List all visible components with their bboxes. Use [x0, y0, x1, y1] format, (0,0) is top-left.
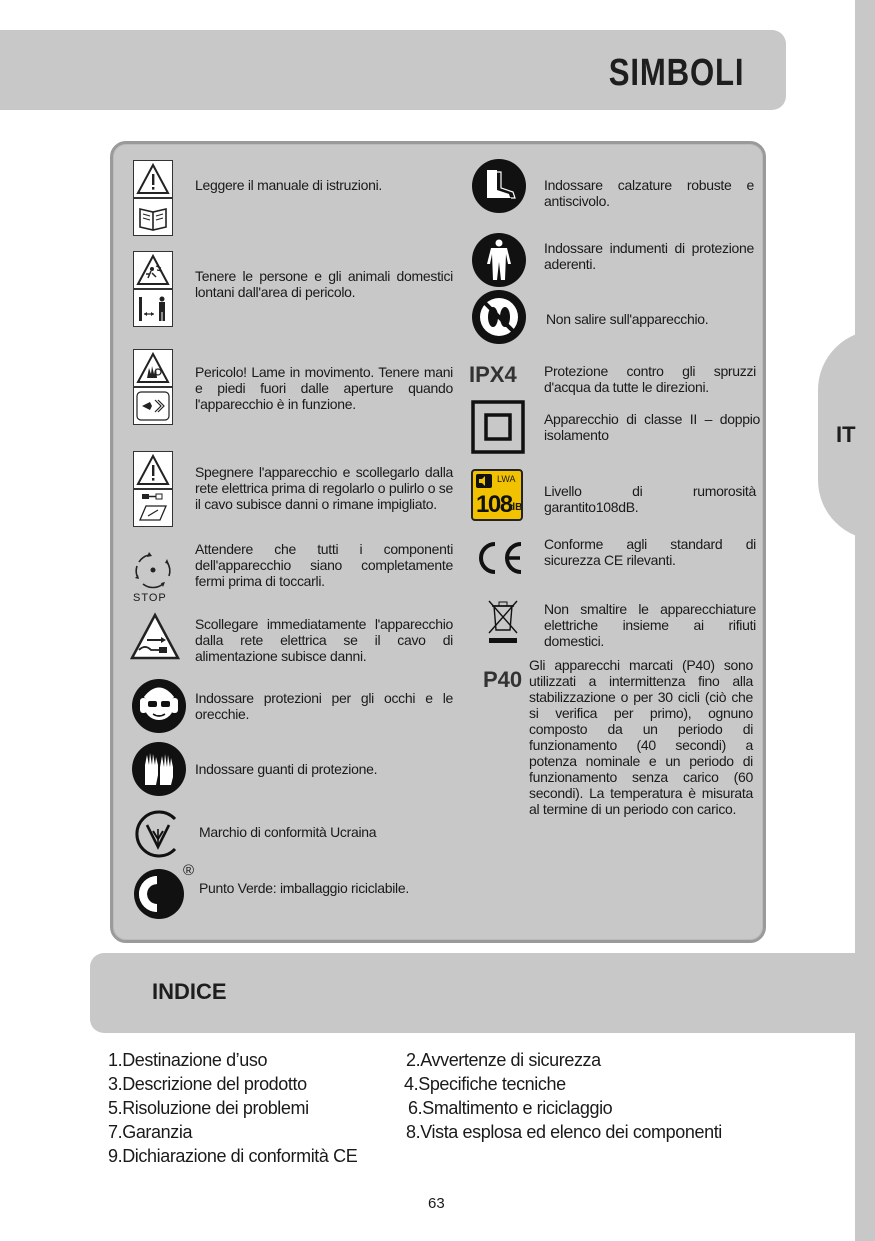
- plug-manual-icon: [133, 489, 173, 527]
- wait-stop-symbol: [129, 548, 177, 606]
- symbol-text-damaged-cable: Scollegare immediatamente l'apparecchio dalla rete elettrica se il cavo di alimentazione subisce danni.: [195, 616, 453, 664]
- protective-clothing-symbol: [471, 232, 527, 288]
- symbol-text-wait-stop: Attendere che tutti i componenti dell'apparecchio siano completamente fermi prima di toccarli.: [195, 541, 453, 589]
- toc-item-2: 2.Avvertenze di sicurezza: [406, 1050, 601, 1070]
- safety-boots-icon: [471, 158, 527, 214]
- symbol-text-p40: Gli apparecchi marcati (P40) sono utilizzati a intermittenza fino alla stabilizzazione o per 30 cicli (ciò che si verifica per primo), ognuno composto da un periodo di funzionamento (40 secondi) a potenza nominale e un periodo di funzionamento senza carico (60 secondi). La temperatura è misurata al termine di un periodo con carico.: [529, 657, 753, 817]
- toc-item-9: 9.Dichiarazione di conformità CE: [108, 1146, 358, 1166]
- page-number: 63: [428, 1195, 445, 1212]
- distance-person-icon: [133, 289, 173, 327]
- no-step-symbol: [471, 289, 527, 345]
- toc-item-8: 8.Vista esplosa ed elenco dei componenti: [406, 1122, 722, 1142]
- stop-icon-label: STOP: [133, 592, 167, 604]
- hand-blade-warning-icon: [133, 349, 173, 387]
- language-tab: [818, 330, 875, 540]
- p40-symbol: P40: [483, 667, 523, 692]
- speaker-icon: [476, 474, 492, 488]
- symbol-text-weee: Non smaltire le apparecchiature elettriche insieme ai rifiuti domestici.: [544, 601, 756, 649]
- book-icon: [133, 198, 173, 236]
- language-tab-label: IT: [836, 422, 856, 447]
- noise-badge-top-label: LWA: [497, 474, 516, 484]
- noise-level-badge: [471, 469, 523, 521]
- symbol-text-class-ii: Apparecchio di classe II – doppio isolamento: [544, 411, 760, 443]
- toc-item-7: 7.Garanzia: [108, 1122, 193, 1142]
- toc-item-6: 6.Smaltimento e riciclaggio: [408, 1098, 613, 1118]
- rotation-stop-icon: [129, 548, 177, 592]
- toc-item-5: 5.Risoluzione dei problemi: [108, 1098, 309, 1118]
- warning-icon: [133, 160, 173, 198]
- symbol-text-safety-boots: Indossare calzature robuste e antiscivolo.: [544, 177, 754, 209]
- damaged-cable-symbol: [129, 612, 181, 662]
- symbols-panel: [110, 141, 766, 943]
- page-title: SIMBOLI: [608, 52, 744, 94]
- class-ii-symbol: [471, 400, 525, 454]
- ce-mark-symbol: [473, 540, 525, 576]
- safety-boots-symbol: [471, 158, 527, 214]
- symbol-text-unplug: Spegnere l'apparecchio e scollegarlo dalla rete elettrica prima di regolarlo o pulirlo o se il cavo subisce danni o rimane impigliato.: [195, 464, 453, 512]
- symbol-text-noise-level: Livello di rumorosità garantito108dB.: [544, 483, 756, 515]
- registered-mark: ®: [183, 862, 195, 879]
- index-band: [90, 953, 875, 1033]
- toc-item-3: 3.Descrizione del prodotto: [108, 1074, 307, 1094]
- double-insulation-icon: [471, 400, 525, 454]
- symbol-text-ukraine-conformity: Marchio di conformità Ucraina: [199, 824, 377, 840]
- warning-icon: [133, 451, 173, 489]
- eye-ear-protection-icon: [131, 678, 187, 734]
- crossed-bin-icon: [483, 596, 523, 646]
- thrown-objects-warning-icon: [133, 251, 173, 289]
- symbol-text-green-dot: Punto Verde: imballaggio riciclabile.: [199, 880, 409, 896]
- toc-item-4: 4.Specifiche tecniche: [404, 1074, 566, 1094]
- ce-mark-icon: [473, 540, 525, 576]
- symbol-text-no-step: Non salire sull'apparecchio.: [546, 311, 709, 327]
- symbol-text-eye-ear-protection: Indossare protezioni per gli occhi e le orecchie.: [195, 690, 453, 722]
- symbol-text-keep-distance: Tenere le persone e gli animali domestici lontani dall'area di pericolo.: [195, 268, 453, 300]
- no-step-icon: [471, 289, 527, 345]
- right-edge-strip: [855, 0, 875, 1241]
- gloves-symbol: [131, 741, 187, 797]
- header-band: [0, 30, 786, 110]
- protective-clothing-icon: [471, 232, 527, 288]
- foot-blade-icon: [133, 387, 173, 425]
- gloves-icon: [131, 741, 187, 797]
- symbol-text-ipx4: Protezione contro gli spruzzi d'acqua da tutte le direzioni.: [544, 363, 756, 395]
- noise-badge-unit: dB: [509, 502, 523, 513]
- toc-item-1: 1.Destinazione d’uso: [108, 1050, 268, 1070]
- green-dot-symbol: [131, 862, 195, 920]
- weee-symbol: [483, 596, 523, 646]
- index-title: INDICE: [152, 979, 227, 1004]
- symbol-text-gloves: Indossare guanti di protezione.: [195, 761, 378, 777]
- ukraine-conformity-symbol: [133, 809, 183, 859]
- symbol-text-ce: Conforme agli standard di sicurezza CE rilevanti.: [544, 536, 756, 568]
- eye-ear-protection-symbol: [131, 678, 187, 734]
- ukraine-conformity-mark-icon: [133, 809, 183, 859]
- green-dot-recycle-icon: [131, 864, 187, 920]
- damaged-cable-warning-icon: [129, 612, 181, 662]
- symbol-text-protective-clothing: Indossare indumenti di protezione aderenti.: [544, 240, 754, 272]
- noise-badge-value: 108: [476, 491, 512, 518]
- symbol-text-read-manual: Leggere il manuale di istruzioni.: [195, 177, 382, 193]
- symbol-text-moving-blades: Pericolo! Lame in movimento. Tenere mani e piedi fuori dalle aperture quando l'apparecchio è in funzione.: [195, 364, 453, 412]
- ipx4-symbol: IPX4: [469, 362, 517, 387]
